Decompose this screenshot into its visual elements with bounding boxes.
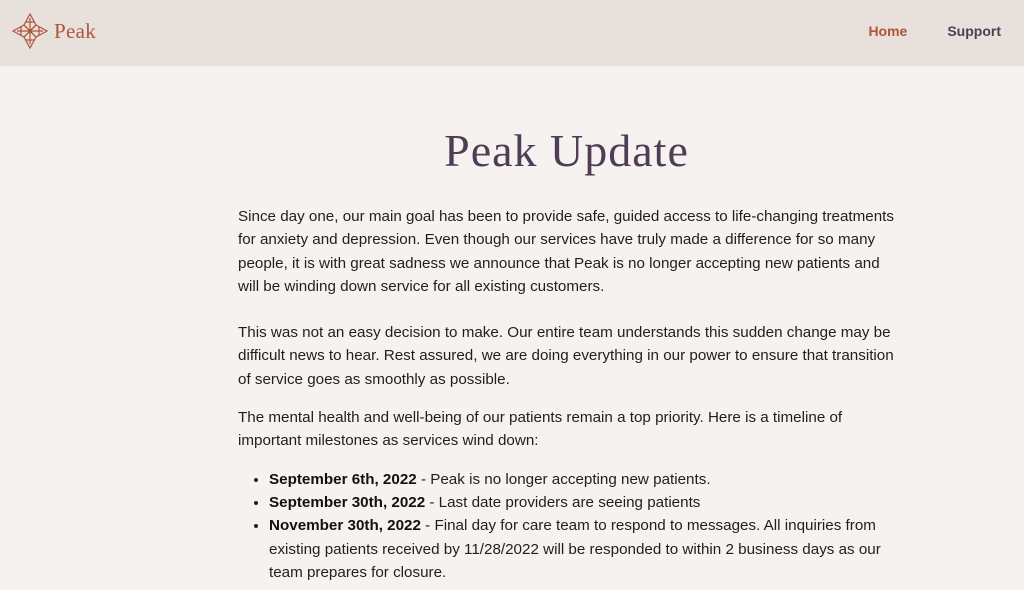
diamond-flower-icon — [12, 13, 48, 49]
announcement-body — [238, 205, 900, 584]
milestone-text: - Last date providers are seeing patients — [425, 493, 701, 511]
milestone-list — [238, 468, 900, 584]
paragraph-timeline-intro: The mental health and well-being of our patients remain a top priority. Here is a timeline of important milestones as services wind down: — [238, 409, 843, 450]
site-header — [0, 0, 1024, 66]
logo-home-link[interactable] — [12, 13, 96, 49]
list-item — [269, 514, 900, 584]
list-item — [269, 491, 900, 514]
paragraph-intro: Since day one, our main goal has been to provide safe, guided access to life-changing treatments for anxiety and depression. Even though our services have truly made a difference for so many people, it is with great sadness we announce that Peak is no longer accepting new patients and will be winding down service for all existing customers. — [238, 208, 894, 295]
nav-home-link[interactable]: Home — [868, 23, 908, 39]
milestone-text: - Final day for care team to respond to messages. All inquiries from existing patients received by 11/28/2022 will be responded to within 2 business days as our team prepares for closure. — [269, 517, 881, 581]
milestone-date: November 30th, 2022 — [269, 517, 421, 535]
milestone-text: - Peak is no longer accepting new patients. — [416, 470, 711, 488]
milestone-date: September 6th, 2022 — [269, 470, 417, 488]
nav-support-link[interactable]: Support — [947, 23, 1001, 39]
paragraph-decision: This was not an easy decision to make. Our entire team understands this sudden change may be difficult news to hear. Rest assured, we are doing everything in our power to ensure that transition of service goes as smoothly as possible. — [238, 324, 894, 388]
list-item — [269, 468, 900, 491]
page-title: Peak Update — [444, 125, 689, 176]
main-nav — [868, 23, 1001, 39]
brand-name: Peak — [54, 18, 97, 43]
milestone-date: September 30th, 2022 — [269, 493, 426, 511]
